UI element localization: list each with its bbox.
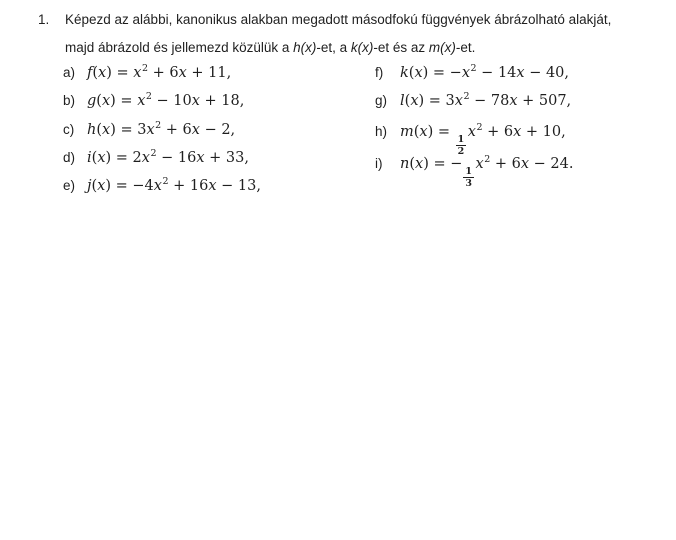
function-item bbox=[63, 92, 244, 110]
function-item bbox=[63, 177, 261, 195]
problem-number: 1. bbox=[38, 12, 50, 27]
fraction: $\frac{1}{2}$ bbox=[457, 134, 465, 157]
statement-function-ref: h(x) bbox=[293, 40, 317, 55]
function-item bbox=[63, 149, 249, 167]
fraction: $\frac{1}{3}$ bbox=[465, 166, 473, 189]
item-label: g) bbox=[375, 93, 388, 108]
statement-text: -et, a bbox=[316, 40, 351, 55]
item-formula: m(x) = $\frac{1}{2}$ $x^2 + 6x + 10$, bbox=[400, 121, 566, 157]
item-formula: $h(x) = 3x^2 + 6x - 2$, bbox=[87, 119, 236, 138]
item-formula: n(x) = − $\frac{1}{3}$ $x^2 + 6x - 24$. bbox=[400, 153, 574, 189]
function-item bbox=[63, 64, 231, 82]
statement-function-ref: k(x) bbox=[350, 40, 374, 55]
function-item bbox=[375, 123, 566, 156]
function-item bbox=[375, 155, 573, 188]
function-item bbox=[63, 121, 235, 139]
item-label: f) bbox=[375, 65, 384, 80]
item-formula: $i(x) = 2x^2 - 16x + 33$, bbox=[87, 147, 249, 166]
item-label: d) bbox=[63, 150, 76, 165]
statement-text: -et és az bbox=[373, 40, 429, 55]
item-formula: $k(x) = -x^2 - 14x - 40$, bbox=[400, 62, 570, 81]
item-label: c) bbox=[63, 122, 75, 137]
item-label: b) bbox=[63, 93, 76, 108]
statement-function-ref: m(x) bbox=[428, 40, 456, 55]
function-item bbox=[375, 64, 569, 82]
item-formula: $f(x) = x^2 + 6x + 11$, bbox=[87, 62, 232, 81]
item-label: i) bbox=[375, 156, 383, 171]
item-label: a) bbox=[63, 65, 76, 80]
function-item bbox=[375, 92, 571, 110]
item-label: e) bbox=[63, 178, 76, 193]
item-label: h) bbox=[375, 124, 388, 139]
statement-text: -et. bbox=[455, 40, 476, 55]
problem-statement-line1: Képezd az alábbi, kanonikus alakban megadott másodfokú függvények ábrázolható alakját, bbox=[65, 12, 612, 27]
item-formula: $g(x) = x^2 - 10x + 18$, bbox=[87, 90, 245, 109]
statement-text: majd ábrázold és jellemezd közülük a bbox=[65, 40, 294, 55]
item-formula: $j(x) = -4x^2 + 16x - 13$, bbox=[87, 175, 261, 194]
item-formula: $l(x) = 3x^2 - 78x + 507$, bbox=[400, 90, 572, 109]
problem-statement-line2 bbox=[65, 39, 475, 57]
